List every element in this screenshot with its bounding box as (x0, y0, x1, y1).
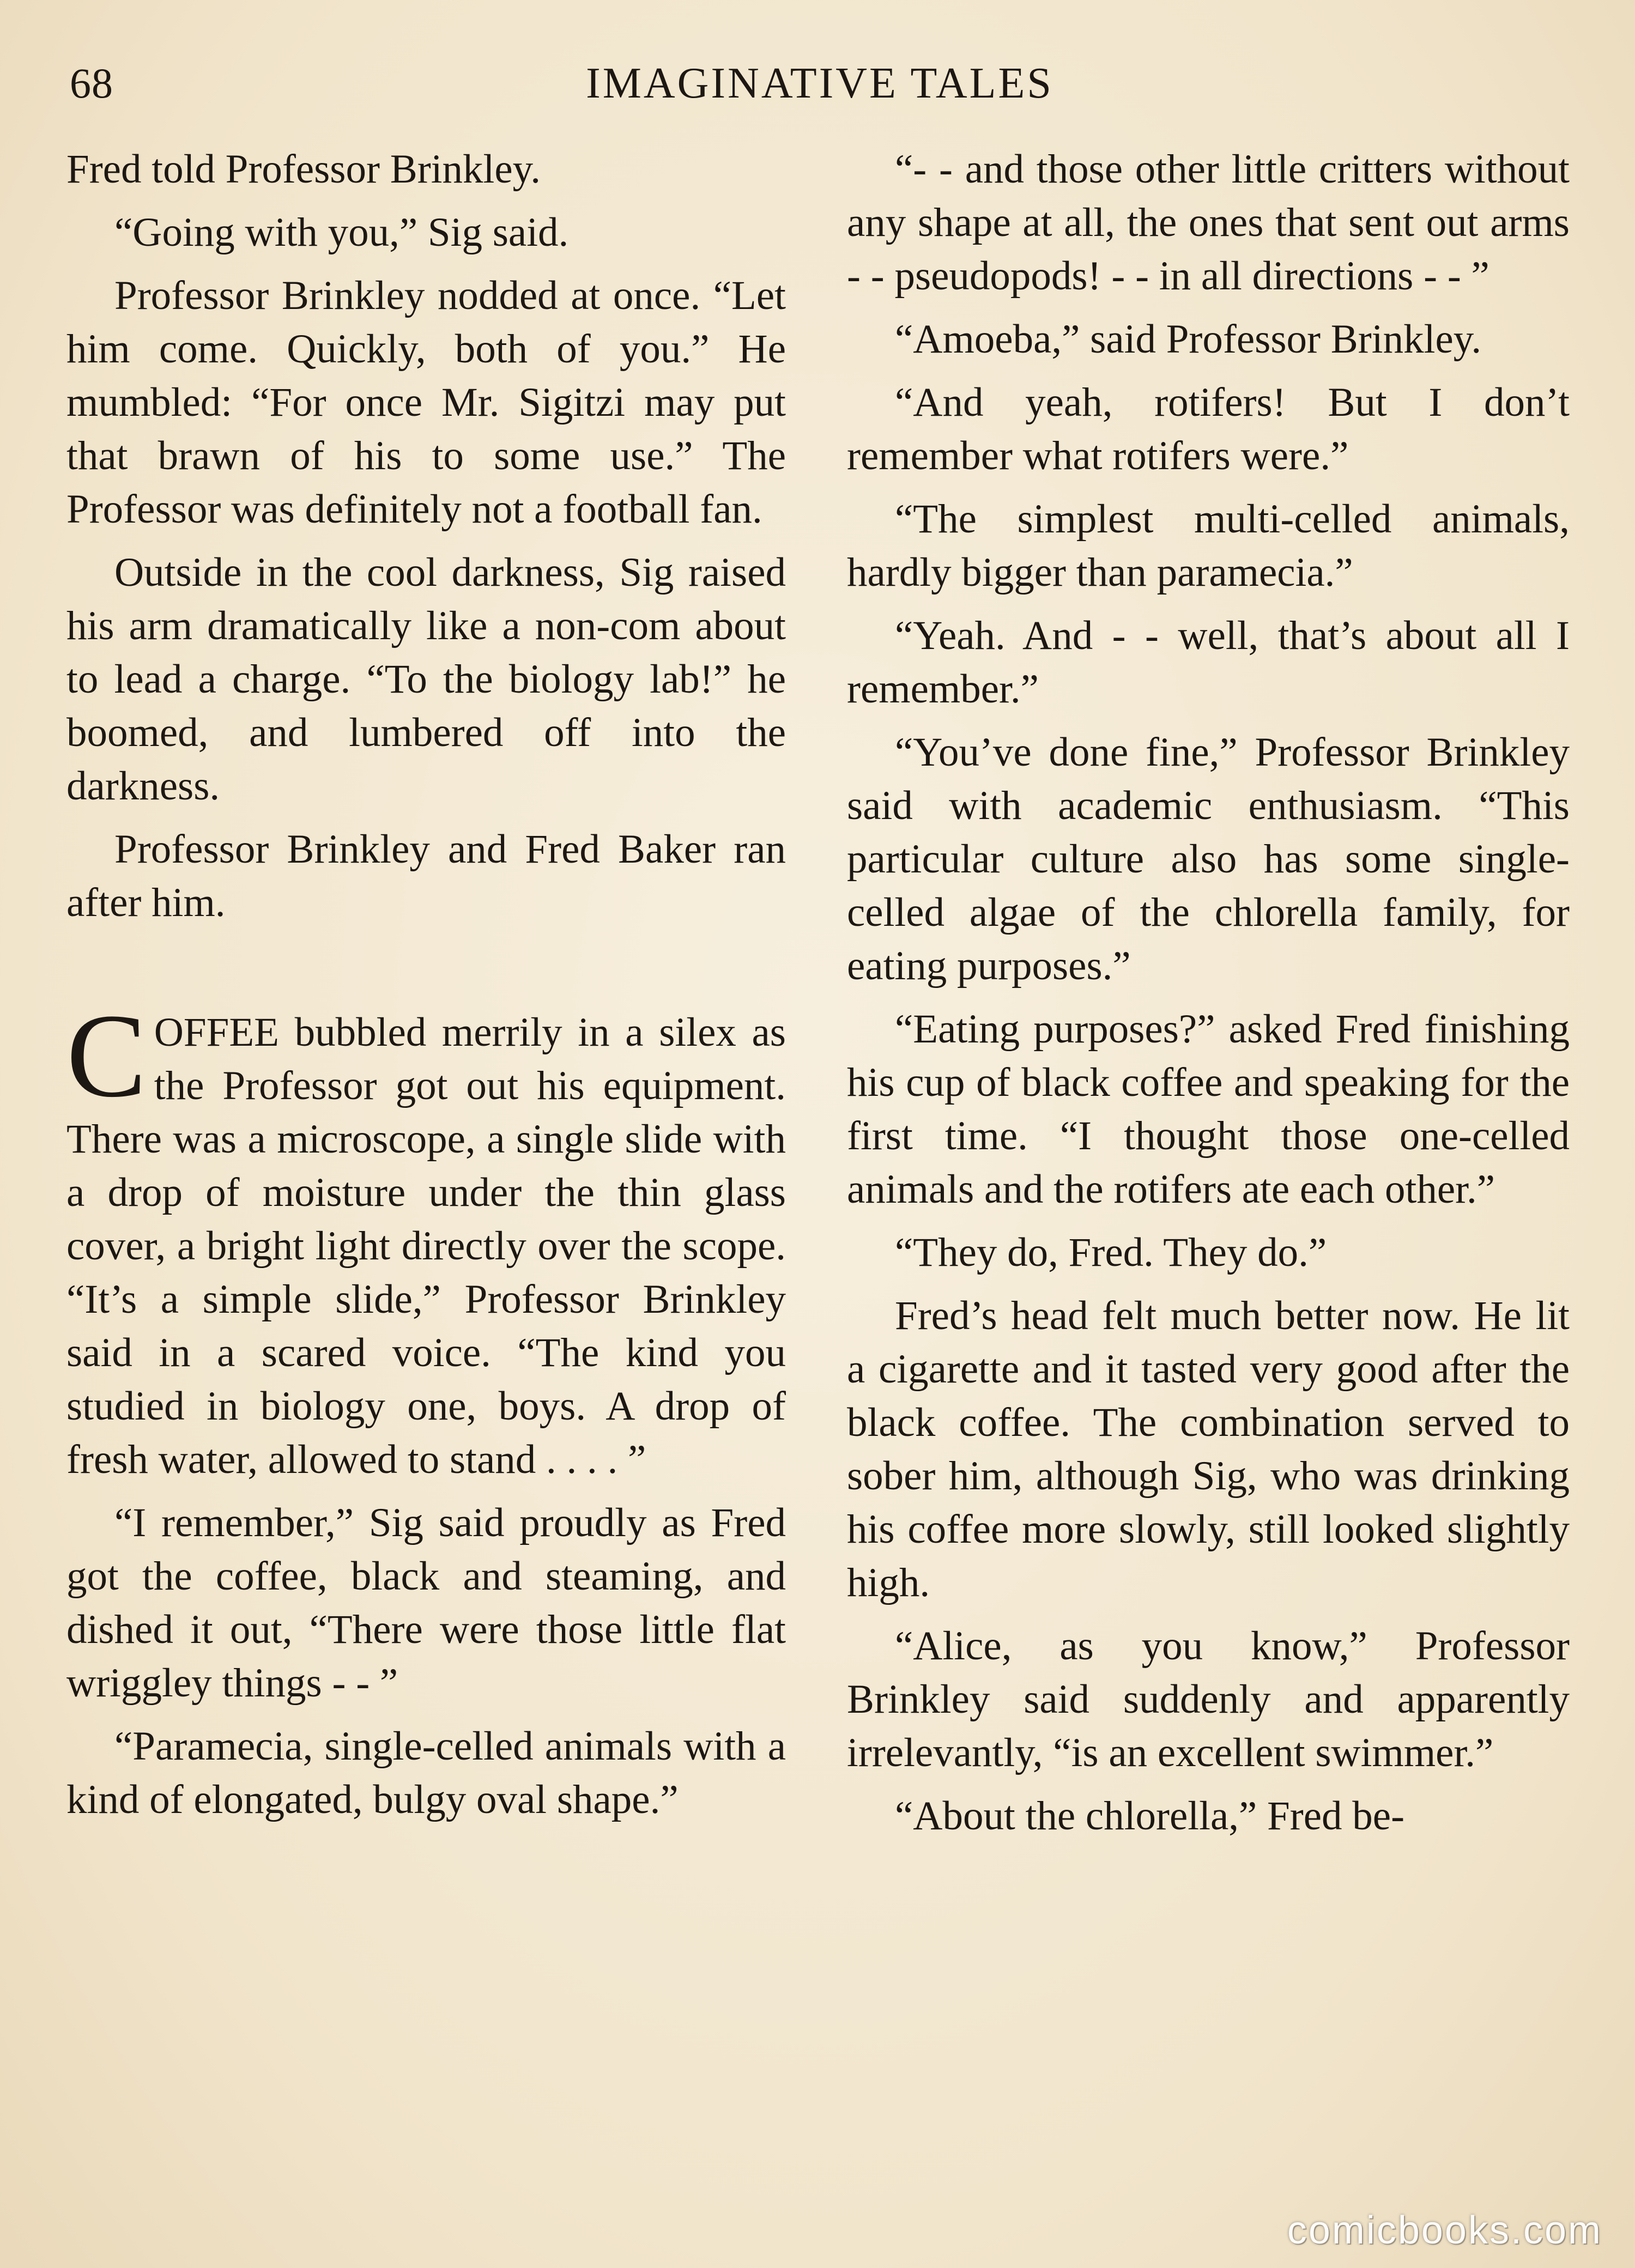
paragraph: “Amoeba,” said Professor Brinkley. (895, 317, 1482, 362)
paragraph: “The simplest multi-celled animals, hardly bigger than paramecia.” (847, 496, 1570, 595)
dropcap-paragraph-text: OFFEE bubbled merrily in a silex as the Professor got out his equipment. There was a microscope, a single slide with a drop of moisture under the thin glass cover, a bright light directly over the scope. “It’s a simple slide,” Professor Brinkley said in a scared voice. “The kind you studied in biology one, boys. A drop of fresh water, allowed to stand . . . . ” (66, 1010, 786, 1482)
page-number: 68 (70, 59, 113, 107)
paragraph: “Going with you,” Sig said. (114, 210, 569, 255)
paragraph: Professor Brinkley and Fred Baker ran after him. (66, 827, 786, 925)
paragraph: “Alice, as you know,” Professor Brinkley said suddenly and apparently irrelevantly, “is an excellent swimmer.” (847, 1623, 1570, 1775)
right-column (847, 143, 1570, 1853)
paragraph: Fred told Professor Brinkley. (66, 147, 541, 192)
paragraph: “Yeah. And - - well, that’s about all I remember.” (847, 613, 1570, 712)
drop-cap-letter: C (66, 989, 147, 1122)
paragraph: “You’ve done fine,” Professor Brinkley said with academic enthusiasm. “This particular culture also has some single-celled algae of the chlorella family, for eating purposes.” (847, 730, 1570, 989)
running-head: IMAGINATIVE TALES (586, 59, 1053, 107)
page-header (70, 59, 1570, 119)
paragraph: Outside in the cool darkness, Sig raised his arm dramatically like a non-com about to lead a charge. “To the biology lab!” he boomed, and lumbered off into the darkness. (66, 550, 786, 809)
watermark: comicbooks.com (1287, 2209, 1602, 2252)
paragraph: “They do, Fred. They do.” (895, 1230, 1327, 1275)
paragraph: Fred’s head felt much better now. He lit a cigarette and it tasted very good after the black coffee. The combination served to sober him, although Sig, who was drinking his coffee more slowly, still looked slightly high. (847, 1293, 1570, 1605)
paragraph: “I remember,” Sig said proudly as Fred got the coffee, black and steaming, and dished it out, “There were those little flat wriggley things - - ” (66, 1500, 786, 1706)
paragraph: “- - and those other little critters without any shape at all, the ones that sent out arms - - pseudopods! - - in all directions - - ” (847, 147, 1570, 299)
paragraph: “Paramecia, single-celled animals with a kind of elongated, bulgy oval shape.” (66, 1724, 786, 1822)
left-column (66, 143, 786, 1836)
paragraph: Professor Brinkley nodded at once. “Let him come. Quickly, both of you.” He mumbled: “For once Mr. Sigitzi may put that brawn of his to some use.” The Professor was definitely not a football fan. (66, 273, 786, 532)
paragraph: “Eating purposes?” asked Fred finishing his cup of black coffee and speaking for the first time. “I thought those one-celled animals and the rotifers ate each other.” (847, 1006, 1570, 1212)
paragraph: “And yeah, rotifers! But I don’t remember what rotifers were.” (847, 380, 1570, 478)
dropcap-paragraph (66, 989, 786, 1487)
paragraph: “About the chlorella,” Fred be- (895, 1793, 1405, 1839)
